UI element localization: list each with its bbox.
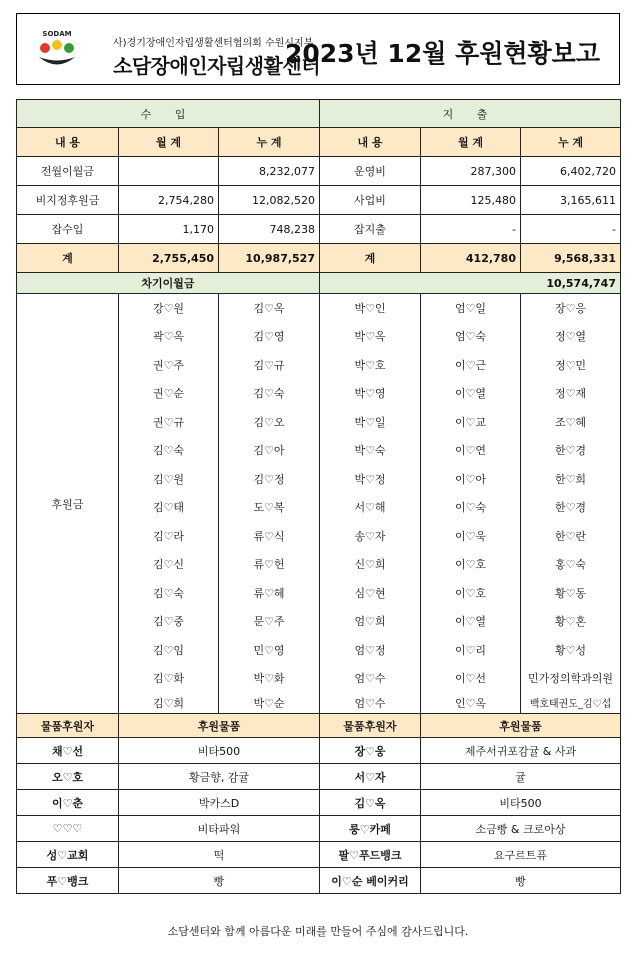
expense-sum-label: 계 (320, 244, 421, 273)
donor-name: 장♡응 (521, 294, 621, 323)
goods-header-row (17, 714, 621, 738)
donor-name: 도♡복 (219, 493, 320, 522)
expense-total: 3,165,611 (521, 186, 621, 215)
goods-item: 제주서귀포감귤 & 사과 (421, 738, 621, 764)
goods-item: 소금빵 & 크로아상 (421, 816, 621, 842)
donor-name: 김♡숙 (119, 436, 219, 465)
donor-name: 송♡자 (320, 522, 421, 551)
income-month: 1,170 (119, 215, 219, 244)
donor-name: 김♡라 (119, 522, 219, 551)
goods-row (17, 738, 621, 764)
donor-name: 류♡식 (219, 522, 320, 551)
goods-item: 비타500 (119, 738, 320, 764)
donor-name: 김♡규 (219, 351, 320, 380)
donor-name: 박♡정 (320, 465, 421, 494)
goods-donor: ♡♡♡ (17, 816, 119, 842)
goods-col-donor-2: 물품후원자 (320, 714, 421, 738)
goods-col-item: 후원물품 (119, 714, 320, 738)
donor-name: 박♡숙 (320, 436, 421, 465)
expense-col-content: 내 용 (320, 128, 421, 157)
donor-name: 문♡주 (219, 607, 320, 636)
donor-name: 류♡헌 (219, 550, 320, 579)
donor-name: 김♡정 (219, 465, 320, 494)
table-row (17, 186, 621, 215)
donor-name: 박♡화 (219, 664, 320, 693)
donor-name: 김♡태 (119, 493, 219, 522)
donor-name: 이♡열 (421, 607, 521, 636)
donor-name: 김♡숙 (119, 579, 219, 608)
expense-col-month: 월 계 (421, 128, 521, 157)
goods-donor: 이♡춘 (17, 790, 119, 816)
expense-sum-total: 9,568,331 (521, 244, 621, 273)
goods-row (17, 764, 621, 790)
footer-message: 소담센터와 함께 아름다운 미래를 만들어 주심에 감사드립니다. (167, 925, 469, 938)
org-name-small: 사)경기장애인자립생활센터협의회 수원시지부 (113, 38, 314, 49)
expense-month: - (421, 215, 521, 244)
donor-name: 황♡혼 (521, 607, 621, 636)
goods-donor: 장♡웅 (320, 738, 421, 764)
goods-donor: 이♡순 베이커리 (320, 868, 421, 894)
income-month: 2,754,280 (119, 186, 219, 215)
donor-name: 이♡선 (421, 664, 521, 693)
donor-name: 심♡현 (320, 579, 421, 608)
carryover-row (17, 273, 621, 294)
goods-donor: 서♡자 (320, 764, 421, 790)
income-sum-total: 10,987,527 (219, 244, 320, 273)
donor-name: 강♡원 (119, 294, 219, 323)
carryover-label: 차기이월금 (17, 273, 320, 294)
donor-name: 박♡일 (320, 408, 421, 437)
donor-name: 이♡열 (421, 379, 521, 408)
donor-name: 엄♡수 (320, 664, 421, 693)
income-label: 잡수입 (17, 215, 119, 244)
donor-name: 박♡영 (320, 379, 421, 408)
donor-name: 이♡리 (421, 636, 521, 665)
donor-name: 서♡해 (320, 493, 421, 522)
expense-total: - (521, 215, 621, 244)
report-title: 2023년 12월 후원현황보고 (285, 39, 600, 68)
donor-name: 김♡화 (119, 664, 219, 693)
sodam-logo-icon (37, 28, 77, 72)
goods-donor: 팔♡푸드뱅크 (320, 842, 421, 868)
income-total: 8,232,077 (219, 157, 320, 186)
goods-item: 빵 (421, 868, 621, 894)
donor-name: 권♡규 (119, 408, 219, 437)
expense-month: 125,480 (421, 186, 521, 215)
goods-donor: 룽♡카페 (320, 816, 421, 842)
report-table (16, 99, 621, 894)
expense-month: 287,300 (421, 157, 521, 186)
goods-col-donor: 물품후원자 (17, 714, 119, 738)
expense-label: 운영비 (320, 157, 421, 186)
donor-name: 엄♡일 (421, 294, 521, 323)
donor-name: 민♡영 (219, 636, 320, 665)
donor-name: 김♡오 (219, 408, 320, 437)
donor-name: 박♡인 (320, 294, 421, 323)
goods-row (17, 868, 621, 894)
donor-name: 한♡란 (521, 522, 621, 551)
donor-name: 류♡혜 (219, 579, 320, 608)
donor-name: 김♡영 (219, 322, 320, 351)
income-sum-month: 2,755,450 (119, 244, 219, 273)
goods-item: 빵 (119, 868, 320, 894)
goods-item: 비타500 (421, 790, 621, 816)
carryover-value: 10,574,747 (320, 273, 621, 294)
income-total: 12,082,520 (219, 186, 320, 215)
donor-name: 황♡동 (521, 579, 621, 608)
donor-name: 이♡연 (421, 436, 521, 465)
donor-name: 김♡신 (119, 550, 219, 579)
donor-name: 조♡혜 (521, 408, 621, 437)
goods-item: 박카스D (119, 790, 320, 816)
donor-name: 한♡경 (521, 493, 621, 522)
expense-sum-month: 412,780 (421, 244, 521, 273)
expense-total: 6,402,720 (521, 157, 621, 186)
income-month (119, 157, 219, 186)
income-title: 수 입 (17, 100, 320, 128)
goods-donor: 채♡선 (17, 738, 119, 764)
donor-name: 엄♡정 (320, 636, 421, 665)
donor-name: 정♡열 (521, 322, 621, 351)
income-col-month: 월 계 (119, 128, 219, 157)
sum-row (17, 244, 621, 273)
donor-name: 이♡교 (421, 408, 521, 437)
expense-title: 지 출 (320, 100, 621, 128)
donor-name: 이♡근 (421, 351, 521, 380)
section-header-row (17, 100, 621, 128)
donor-name: 엄♡숙 (421, 322, 521, 351)
goods-row (17, 816, 621, 842)
donor-name: 김♡희 (119, 693, 219, 714)
goods-item: 떡 (119, 842, 320, 868)
donor-name: 백호태권도_김♡섭 (521, 693, 621, 714)
donor-name: 김♡임 (119, 636, 219, 665)
donor-name: 엄♡수 (320, 693, 421, 714)
donor-name: 이♡숙 (421, 493, 521, 522)
donor-name: 이♡욱 (421, 522, 521, 551)
goods-row (17, 842, 621, 868)
report-header (16, 13, 620, 85)
donor-name: 곽♡옥 (119, 322, 219, 351)
income-sum-label: 계 (17, 244, 119, 273)
donor-name: 홍♡숙 (521, 550, 621, 579)
org-name: 소담장애인자립생활센터 (113, 54, 321, 78)
donor-name: 김♡원 (119, 465, 219, 494)
donor-section-label: 후원금 (17, 294, 119, 714)
donor-name: 김♡옥 (219, 294, 320, 323)
goods-donor: 오♡호 (17, 764, 119, 790)
donor-name: 인♡옥 (421, 693, 521, 714)
income-label: 전월이월금 (17, 157, 119, 186)
donor-name: 신♡희 (320, 550, 421, 579)
income-col-total: 누 계 (219, 128, 320, 157)
goods-donor: 성♡교회 (17, 842, 119, 868)
goods-item: 요구르트퓨 (421, 842, 621, 868)
donor-name: 김♡아 (219, 436, 320, 465)
donor-name: 이♡호 (421, 550, 521, 579)
donor-name: 권♡주 (119, 351, 219, 380)
donor-name: 엄♡희 (320, 607, 421, 636)
donor-name: 황♡성 (521, 636, 621, 665)
goods-item: 귤 (421, 764, 621, 790)
income-label: 비지정후원금 (17, 186, 119, 215)
goods-item: 비타파워 (119, 816, 320, 842)
expense-label: 사업비 (320, 186, 421, 215)
donor-name: 한♡경 (521, 436, 621, 465)
donor-name: 권♡순 (119, 379, 219, 408)
donor-name: 박♡호 (320, 351, 421, 380)
column-header-row (17, 128, 621, 157)
goods-col-item-2: 후원물품 (421, 714, 621, 738)
income-total: 748,238 (219, 215, 320, 244)
donor-name: 박♡옥 (320, 322, 421, 351)
donor-name: 정♡재 (521, 379, 621, 408)
donor-name: 한♡희 (521, 465, 621, 494)
logo-text: SODAM (42, 30, 72, 38)
expense-col-total: 누 계 (521, 128, 621, 157)
goods-donor: 김♡옥 (320, 790, 421, 816)
donor-name: 이♡호 (421, 579, 521, 608)
donor-name: 김♡숙 (219, 379, 320, 408)
income-col-content: 내 용 (17, 128, 119, 157)
goods-item: 황금향, 감귤 (119, 764, 320, 790)
expense-label: 잡지출 (320, 215, 421, 244)
donor-row (17, 294, 621, 323)
donor-name: 이♡아 (421, 465, 521, 494)
goods-donor: 푸♡뱅크 (17, 868, 119, 894)
donor-name: 박♡순 (219, 693, 320, 714)
goods-row (17, 790, 621, 816)
donor-name: 김♡중 (119, 607, 219, 636)
table-row (17, 215, 621, 244)
donor-name: 민가정의학과의원 (521, 664, 621, 693)
donor-name: 정♡민 (521, 351, 621, 380)
table-row (17, 157, 621, 186)
